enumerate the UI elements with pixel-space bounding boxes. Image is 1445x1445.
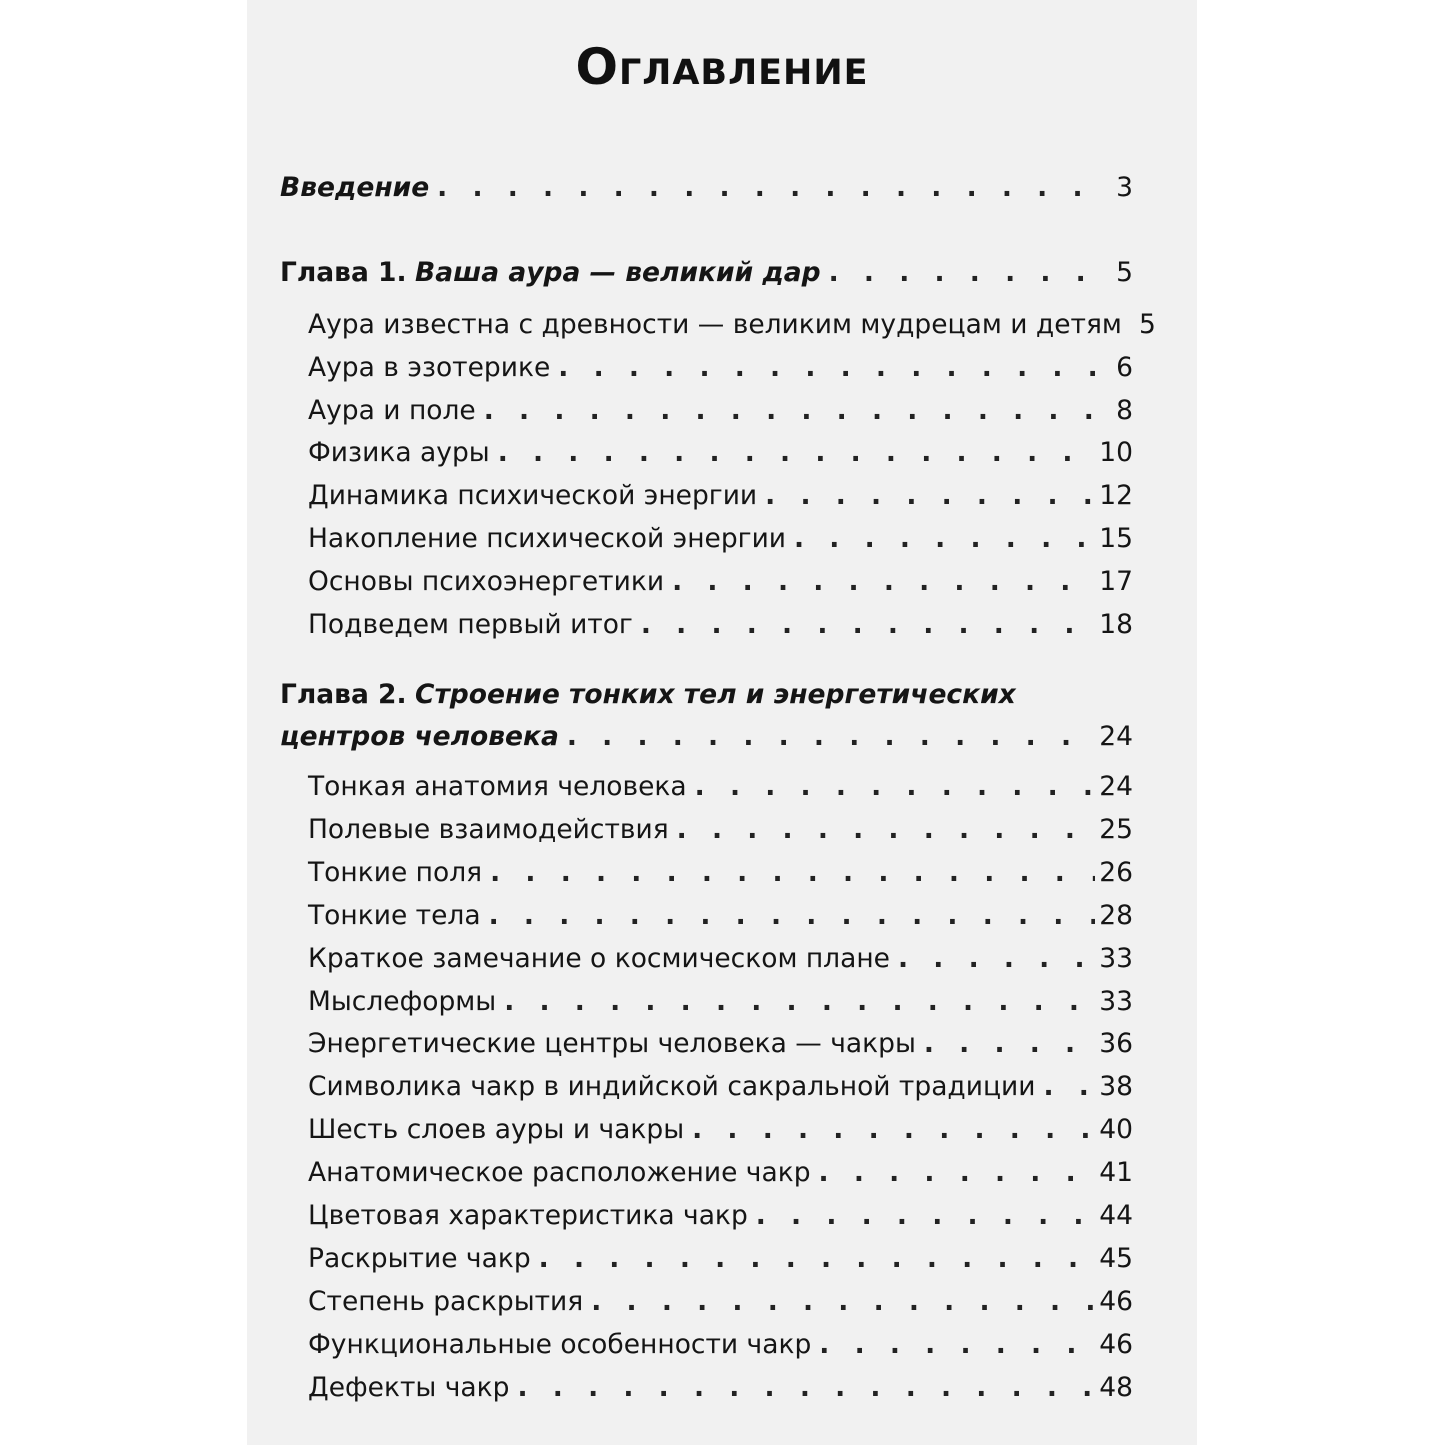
toc-chapter-2 <box>280 721 1133 753</box>
toc-entry <box>308 480 1133 512</box>
toc-entry <box>308 309 1156 341</box>
toc-entry-label: Аура известна с древности — великим мудрецам и детям <box>308 309 1122 340</box>
toc-page-number: 24 <box>1099 771 1133 802</box>
toc-entry-label: Тонкие поля <box>308 856 483 888</box>
toc-page-number: 33 <box>1099 942 1133 974</box>
toc-entry <box>308 1028 1133 1060</box>
leader-dots <box>641 609 1095 641</box>
toc-entry-label: Символика чакр в индийской сакральной традиции <box>308 1071 1036 1103</box>
toc-page-number: 17 <box>1099 565 1133 597</box>
chapter-prefix: Глава 2. <box>280 679 407 710</box>
toc-entry <box>308 943 1133 975</box>
toc-page-number: 25 <box>1099 813 1133 845</box>
toc-entry <box>308 1286 1133 1318</box>
toc-page-number: 12 <box>1099 480 1133 512</box>
toc-entry-label: Аура в эзотерике <box>308 351 551 383</box>
chapter-title: Ваша аура — великий дар <box>415 257 821 288</box>
leader-dots <box>489 900 1096 932</box>
chapter-title-continued: центров человека <box>280 721 559 752</box>
toc-entry <box>308 986 1133 1018</box>
toc-entry-label: Динамика психической энергии <box>308 480 758 512</box>
toc-entry-label: Подведем первый итог <box>308 608 633 640</box>
toc-page-number: 26 <box>1099 856 1133 888</box>
toc-page-number: 8 <box>1116 394 1133 426</box>
leader-dots <box>591 1286 1095 1318</box>
leader-dots <box>490 857 1095 889</box>
chapter-title: Строение тонких тел и энергетических <box>415 679 1016 710</box>
toc-entry <box>308 900 1133 932</box>
leader-dots <box>765 480 1095 512</box>
leader-dots <box>517 1372 1095 1404</box>
toc-entry <box>308 1071 1133 1103</box>
leader-dots <box>924 1028 1095 1060</box>
toc-page-number: 24 <box>1099 721 1133 752</box>
toc-page-number: 5 <box>1139 309 1156 340</box>
toc-entry-label: Тонкая анатомия человека <box>308 771 687 802</box>
page-title: Оглавление <box>575 38 869 96</box>
toc-page-number: 5 <box>1116 257 1133 288</box>
toc-entry <box>308 1329 1133 1361</box>
toc-entry <box>308 566 1133 598</box>
toc-entry-label: Краткое замечание о космическом плане <box>308 942 890 974</box>
toc-entry <box>308 437 1133 469</box>
toc-page-number: 33 <box>1099 985 1133 1017</box>
toc-entry <box>308 1157 1133 1189</box>
toc-chapter-2-title-line1 <box>280 679 1016 711</box>
leader-dots <box>672 566 1095 598</box>
leader-dots <box>539 1243 1096 1275</box>
leader-dots <box>504 986 1095 1018</box>
chapter-prefix: Глава 1. <box>280 257 407 288</box>
toc-page-number: 3 <box>1116 172 1133 203</box>
leader-dots <box>567 721 1095 753</box>
toc-entry <box>308 352 1133 384</box>
toc-page-number: 6 <box>1116 351 1133 383</box>
toc-page-number: 46 <box>1099 1285 1133 1317</box>
leader-dots <box>558 352 1107 384</box>
leader-dots <box>692 1114 1095 1146</box>
toc-entry <box>308 1200 1133 1232</box>
toc-entry-label: Накопление психической энергии <box>308 523 787 554</box>
toc-entry-label: Физика ауры <box>308 437 490 469</box>
toc-page-number: 36 <box>1099 1028 1133 1060</box>
toc-page-number: 10 <box>1099 437 1133 469</box>
toc-entry <box>308 1243 1133 1275</box>
toc-page-number: 18 <box>1099 608 1133 640</box>
toc-entry-label: Цветовая характеристика чакр <box>308 1200 748 1231</box>
toc-entry <box>308 814 1133 846</box>
toc-entry <box>308 609 1133 641</box>
toc-page-number: 44 <box>1099 1200 1133 1231</box>
toc-entry <box>308 1372 1133 1404</box>
toc-entry-label: Дефекты чакр <box>308 1371 510 1403</box>
toc-entry <box>308 771 1133 803</box>
leader-dots <box>898 943 1095 975</box>
leader-dots <box>677 814 1096 846</box>
leader-dots <box>829 257 1107 289</box>
toc-chapter-1 <box>280 257 1133 289</box>
toc-page-number: 45 <box>1099 1242 1133 1274</box>
leader-dots <box>756 1200 1096 1232</box>
toc-page-number: 41 <box>1099 1157 1133 1189</box>
toc-entry-label: Энергетические центры человека — чакры <box>308 1028 916 1060</box>
toc-entry-label: Шесть слоев ауры и чакры <box>308 1114 685 1146</box>
toc-entry-label: Мыслеформы <box>308 985 497 1017</box>
leader-dots <box>498 437 1096 469</box>
toc-page-number: 38 <box>1099 1071 1133 1103</box>
toc-entry-label: Введение <box>280 172 430 203</box>
toc-page-number: 46 <box>1099 1328 1133 1360</box>
toc-entry-label: Анатомическое расположение чакр <box>308 1157 811 1189</box>
toc-page-number: 40 <box>1099 1114 1133 1146</box>
toc-entry-intro <box>280 172 1133 204</box>
toc-entry-label: Раскрытие чакр <box>308 1242 531 1274</box>
leader-dots <box>1043 1071 1095 1103</box>
leader-dots <box>819 1329 1095 1361</box>
toc-entry <box>308 523 1133 555</box>
toc-entry-label: Основы психоэнергетики <box>308 565 665 597</box>
toc-entry <box>308 395 1133 427</box>
toc-entry <box>308 857 1133 889</box>
leader-dots <box>794 523 1095 555</box>
toc-page-number: 15 <box>1099 523 1133 554</box>
toc-entry <box>308 1114 1133 1146</box>
toc-entry-label: Степень раскрытия <box>308 1285 584 1317</box>
leader-dots <box>484 395 1107 427</box>
toc-page-number: 48 <box>1099 1371 1133 1403</box>
toc-page-number: 28 <box>1099 899 1133 931</box>
toc-entry-label: Полевые взаимодействия <box>308 813 669 845</box>
leader-dots <box>695 771 1096 803</box>
toc-entry-label: Функциональные особенности чакр <box>308 1328 812 1360</box>
toc-entry-label: Аура и поле <box>308 394 476 426</box>
toc-entry-label: Тонкие тела <box>308 899 481 931</box>
leader-dots <box>819 1157 1096 1189</box>
leader-dots <box>437 172 1107 204</box>
